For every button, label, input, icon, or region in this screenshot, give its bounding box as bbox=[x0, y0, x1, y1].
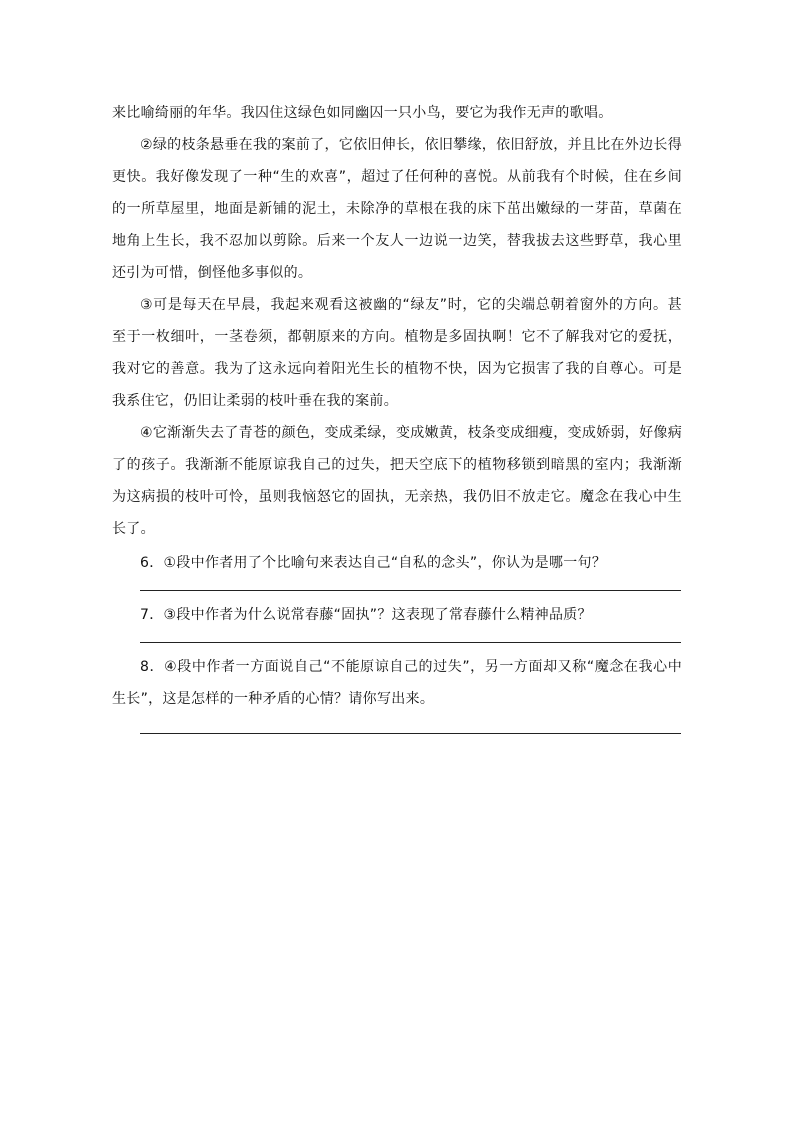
answer-line-8[interactable] bbox=[140, 733, 681, 734]
passage-paragraph-2: ②绿的枝条悬垂在我的案前了，它依旧伸长，依旧攀缘，依旧舒放，并且比在外边长得更快。我好像发现了一种“生的欢喜”，超过了任何种的喜悦。从前我有个时候，住在乡间的一所草屋里，地面是新铺的泥土，未除净的草根在我的床下茁出嫩绿的一芽苗，草菌在地角上生长，我不忍加以剪除。后来一个友人一边说一边笑，替我拔去这些野草，我心里还引为可惜，倒怪他多事似的。 bbox=[112, 137, 682, 281]
passage-paragraph-1-end: 来比喻绮丽的年华。我囚住这绿色如同幽囚一只小鸟，要它为我作无声的歌唱。 bbox=[112, 105, 613, 121]
answer-line-6[interactable] bbox=[140, 590, 681, 591]
question-7: 7．③段中作者为什么说常春藤“固执”？这表现了常春藤什么精神品质？ bbox=[140, 607, 592, 623]
answer-line-7[interactable] bbox=[140, 642, 681, 643]
passage-paragraph-4: ④它渐渐失去了青苍的颜色，变成柔绿，变成嫩黄，枝条变成细瘦，变成娇弱，好像病了的孩子。我渐渐不能原谅我自己的过失，把天空底下的植物移锁到暗黑的室内；我渐渐为这病损的枝叶可怜，虽则我恼怒它的固执，无亲热，我仍旧不放走它。魔念在我心中生长了。 bbox=[112, 425, 682, 537]
passage-paragraph-3: ③可是每天在早晨，我起来观看这被幽的“绿友”时，它的尖端总朝着窗外的方向。甚至于一枚细叶，一茎卷须，都朝原来的方向。植物是多固执啊！它不了解我对它的爱抚，我对它的善意。我为了这永远向着阳光生长的植物不快，因为它损害了我的自尊心。可是我系住它，仍旧让柔弱的枝叶垂在我的案前。 bbox=[112, 297, 682, 409]
worksheet-page bbox=[112, 97, 682, 734]
question-8: 8．④段中作者一方面说自己“不能原谅自己的过失”，另一方面却又称“魔念在我心中生长”，这是怎样的一种矛盾的心情？请你写出来。 bbox=[112, 659, 682, 707]
question-6: 6．①段中作者用了个比喻句来表达自己“自私的念头”，你认为是哪一句？ bbox=[140, 555, 607, 571]
